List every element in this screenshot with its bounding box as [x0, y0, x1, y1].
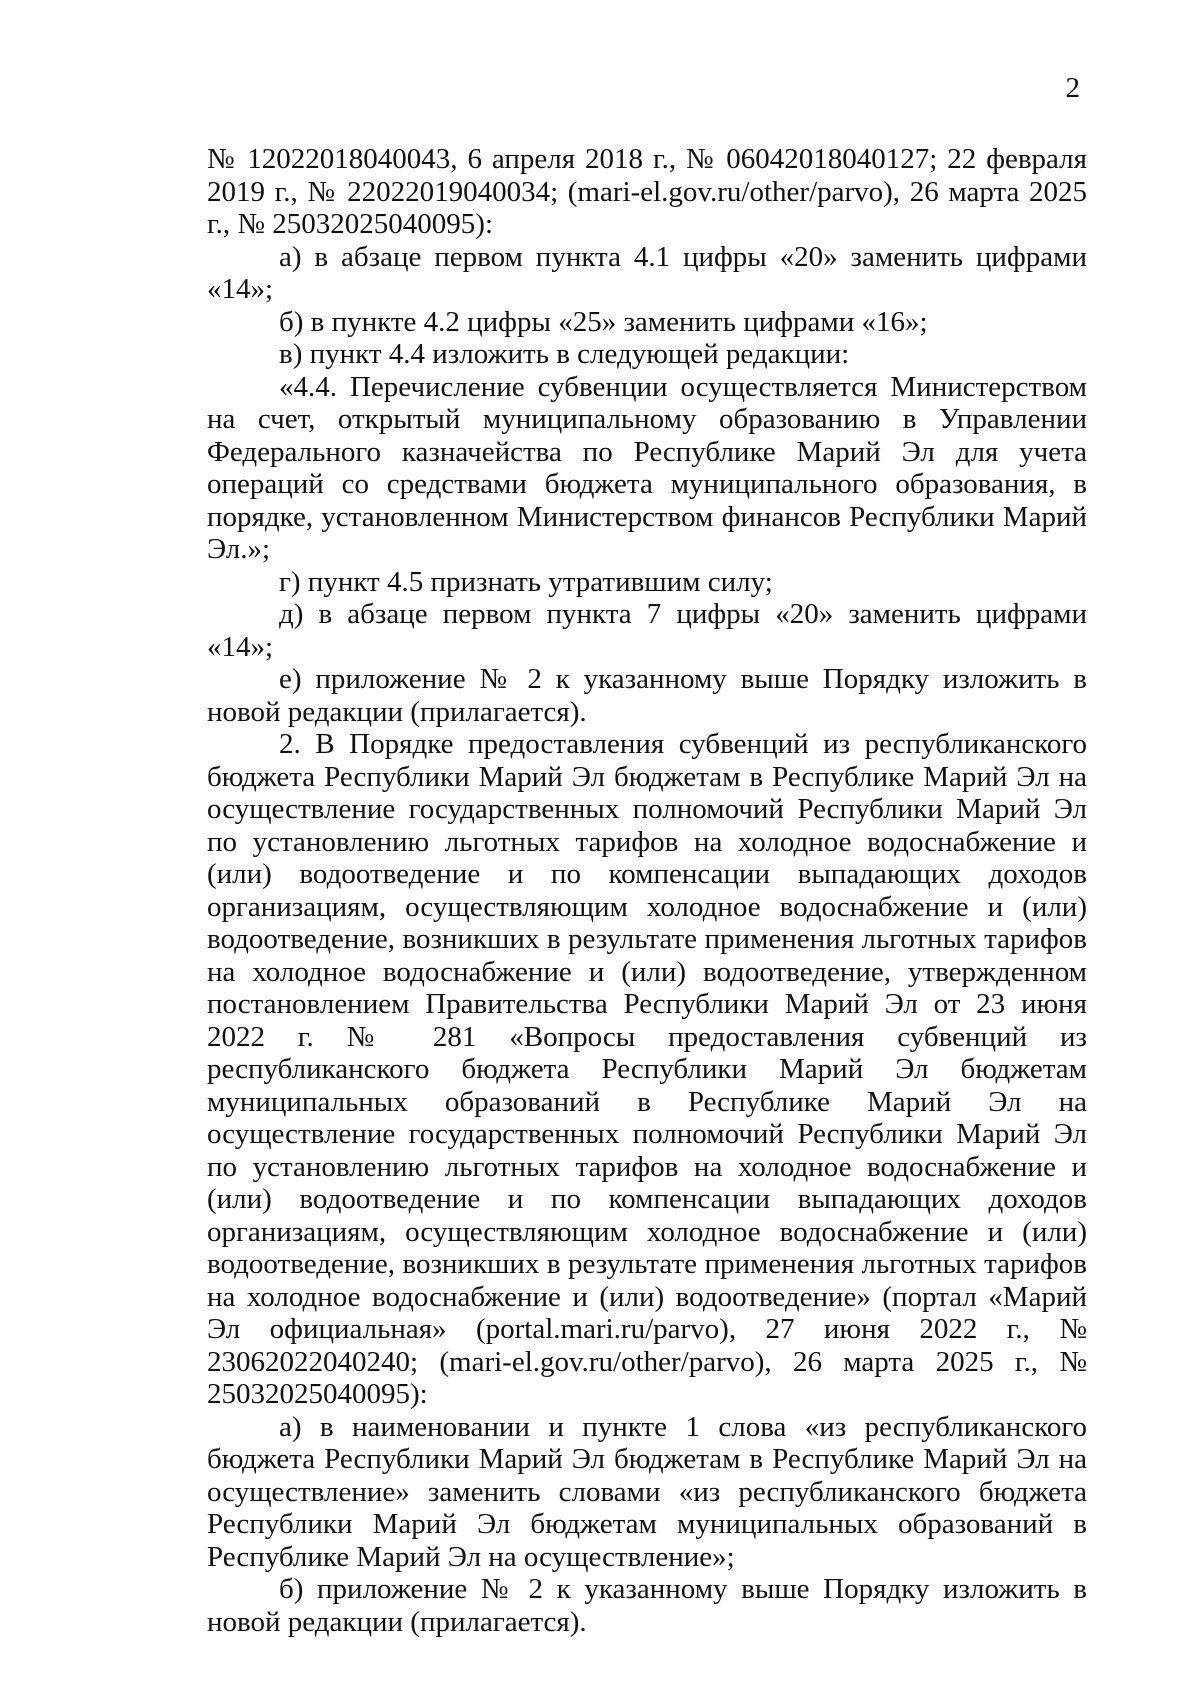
paragraph-item-b-4-2: б) в пункте 4.2 цифры «25» заменить цифрами «16»;: [279, 305, 928, 338]
paragraph-section-2-item-b: б) приложение № 2 к указанному выше Порядку изложить в новой редакции (прилагается).: [207, 1573, 1087, 1638]
page-number: 2: [1065, 72, 1080, 104]
paragraph-item-g-4-5: г) пункт 4.5 признать утратившим силу;: [279, 565, 773, 598]
paragraph-quote-4-4: «4.4. Перечисление субвенции осуществляется Министерством на счет, открытый муниципальному образованию в Управлении Федерального казначейства по Республике Марий Эл для учета операций со средствами бюджета муниципального образования, в порядке, установленном Министерством финансов Республики Марий Эл.»;: [207, 370, 1087, 565]
document-body: [207, 143, 1087, 1638]
paragraph-item-d-7: д) в абзаце первом пункта 7 цифры «20» заменить цифрами «14»;: [207, 598, 1087, 663]
paragraph-section-2: 2. В Порядке предоставления субвенций из республиканского бюджета Республики Марий Эл бюджетам в Республике Марий Эл на осуществление государственных полномочий Республики Марий Эл по установлению льготных тарифов на холодное водоснабжение и (или) водоотведение и по компенсации выпадающих доходов организациям, осуществляющим холодное водоснабжение и (или) водоотведение, возникших в результате применения льготных тарифов на холодное водоснабжение и (или) водоотведение, утвержденном постановлением Правительства Республики Марий Эл от 23 июня 2022 г. № 281 «Вопросы предоставления субвенций из республиканского бюджета Республики Марий Эл бюджетам муниципальных образований в Республике Марий Эл на осуществление государственных полномочий Республики Марий Эл по установлению льготных тарифов на холодное водоснабжение и (или) водоотведение и по компенсации выпадающих доходов организациям, осуществляющим холодное водоснабжение и (или) водоотведение, возникших в результате применения льготных тарифов на холодное водоснабжение и (или) водоотведение» (портал «Марий Эл официальная» (portal.mari.ru/parvo), 27 июня 2022 г., № 23062022040240; (mari-el.gov.ru/other/parvo), 26 марта 2025 г., № 25032025040095):: [207, 728, 1087, 1410]
paragraph-item-e-appendix: е) приложение № 2 к указанному выше Порядку изложить в новой редакции (прилагается).: [207, 663, 1087, 728]
paragraph-item-v-4-4: в) пункт 4.4 изложить в следующей редакции:: [279, 338, 850, 370]
paragraph-item-a-4-1: а) в абзаце первом пункта 4.1 цифры «20» заменить цифрами «14»;: [207, 240, 1087, 305]
paragraph-continuation: № 12022018040043, 6 апреля 2018 г., № 06042018040127; 22 февраля 2019 г., № 22022019040034; (mari-el.gov.ru/other/parvo), 26 марта 2025 г., № 25032025040095):: [207, 143, 1087, 240]
paragraph-section-2-item-a: а) в наименовании и пункте 1 слова «из республиканского бюджета Республики Марий Эл бюджетам в Республике Марий Эл на осуществление» заменить словами «из республиканского бюджета Республики Марий Эл бюджетам муниципальных образований в Республике Марий Эл на осуществление»;: [207, 1410, 1087, 1573]
